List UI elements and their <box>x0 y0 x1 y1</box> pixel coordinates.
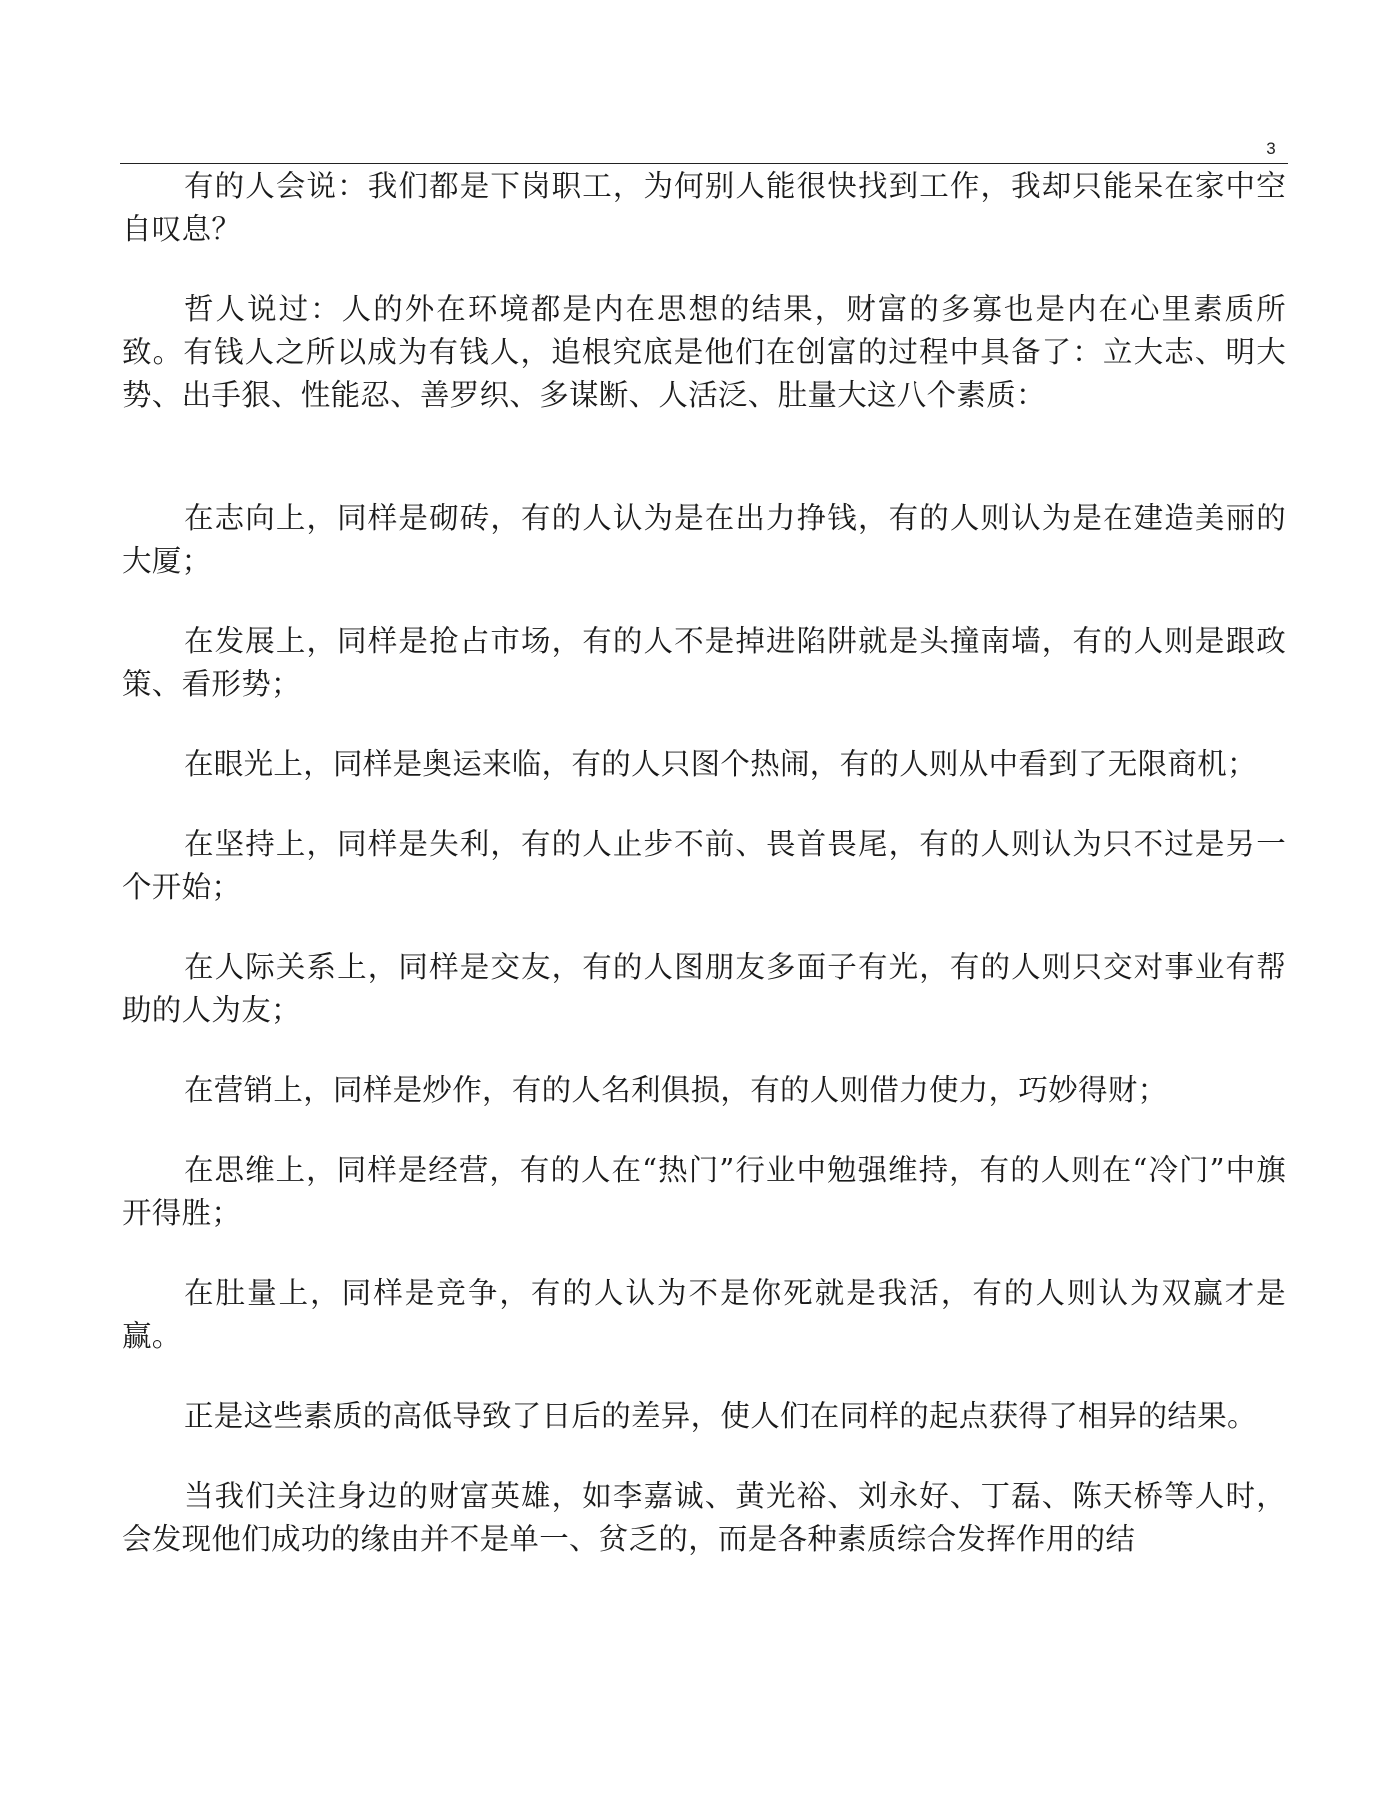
paragraph: 当我们关注身边的财富英雄，如李嘉诚、黄光裕、刘永好、丁磊、陈天桥等人时，会发现他们成功的缘由并不是单一、贫乏的，而是各种素质综合发挥作用的结 <box>122 1479 1286 1556</box>
paragraph: 在肚量上，同样是竞争，有的人认为不是你死就是我活，有的人则认为双赢才是赢。 <box>122 1276 1286 1353</box>
paragraph: 在坚持上，同样是失利，有的人止步不前、畏首畏尾，有的人则认为只不过是另一个开始； <box>122 827 1286 904</box>
paragraph: 在思维上，同样是经营，有的人在“热门”行业中勉强维持，有的人则在“冷门”中旗开得胜； <box>122 1153 1286 1230</box>
paragraph: 在人际关系上，同样是交友，有的人图朋友多面子有光，有的人则只交对事业有帮助的人为友； <box>122 950 1286 1027</box>
paragraph: 有的人会说：我们都是下岗职工，为何别人能很快找到工作，我却只能呆在家中空自叹息？ <box>122 169 1286 246</box>
paragraph: 哲人说过：人的外在环境都是内在思想的结果，财富的多寡也是内在心里素质所致。有钱人之所以成为有钱人，追根究底是他们在创富的过程中具备了：立大志、明大势、出手狠、性能忍、善罗织、多谋断、人活泛、肚量大这八个素质： <box>122 292 1286 412</box>
body-text <box>122 165 1286 1561</box>
paragraph: 在眼光上，同样是奥运来临，有的人只图个热闹，有的人则从中看到了无限商机； <box>184 747 1257 781</box>
page-number: 3 <box>1266 139 1276 158</box>
paragraph-spacer <box>122 1358 1286 1395</box>
paragraph-spacer <box>122 417 1286 497</box>
paragraph-spacer <box>122 1112 1286 1149</box>
paragraph-spacer <box>122 1032 1286 1069</box>
paragraph-spacer <box>122 909 1286 946</box>
paragraph-spacer <box>122 1438 1286 1475</box>
paragraph: 正是这些素质的高低导致了日后的差异，使人们在同样的起点获得了相异的结果。 <box>184 1399 1257 1433</box>
header-rule <box>120 163 1288 164</box>
paragraph-spacer <box>122 706 1286 743</box>
paragraph-spacer <box>122 583 1286 620</box>
paragraph-spacer <box>122 786 1286 823</box>
paragraph-spacer <box>122 1235 1286 1272</box>
paragraph: 在营销上，同样是炒作，有的人名利俱损，有的人则借力使力，巧妙得财； <box>184 1073 1168 1107</box>
paragraph: 在志向上，同样是砌砖，有的人认为是在出力挣钱，有的人则认为是在建造美丽的大厦； <box>122 501 1286 578</box>
paragraph: 在发展上，同样是抢占市场，有的人不是掉进陷阱就是头撞南墙，有的人则是跟政策、看形势； <box>122 624 1286 701</box>
paragraph-spacer <box>122 251 1286 288</box>
